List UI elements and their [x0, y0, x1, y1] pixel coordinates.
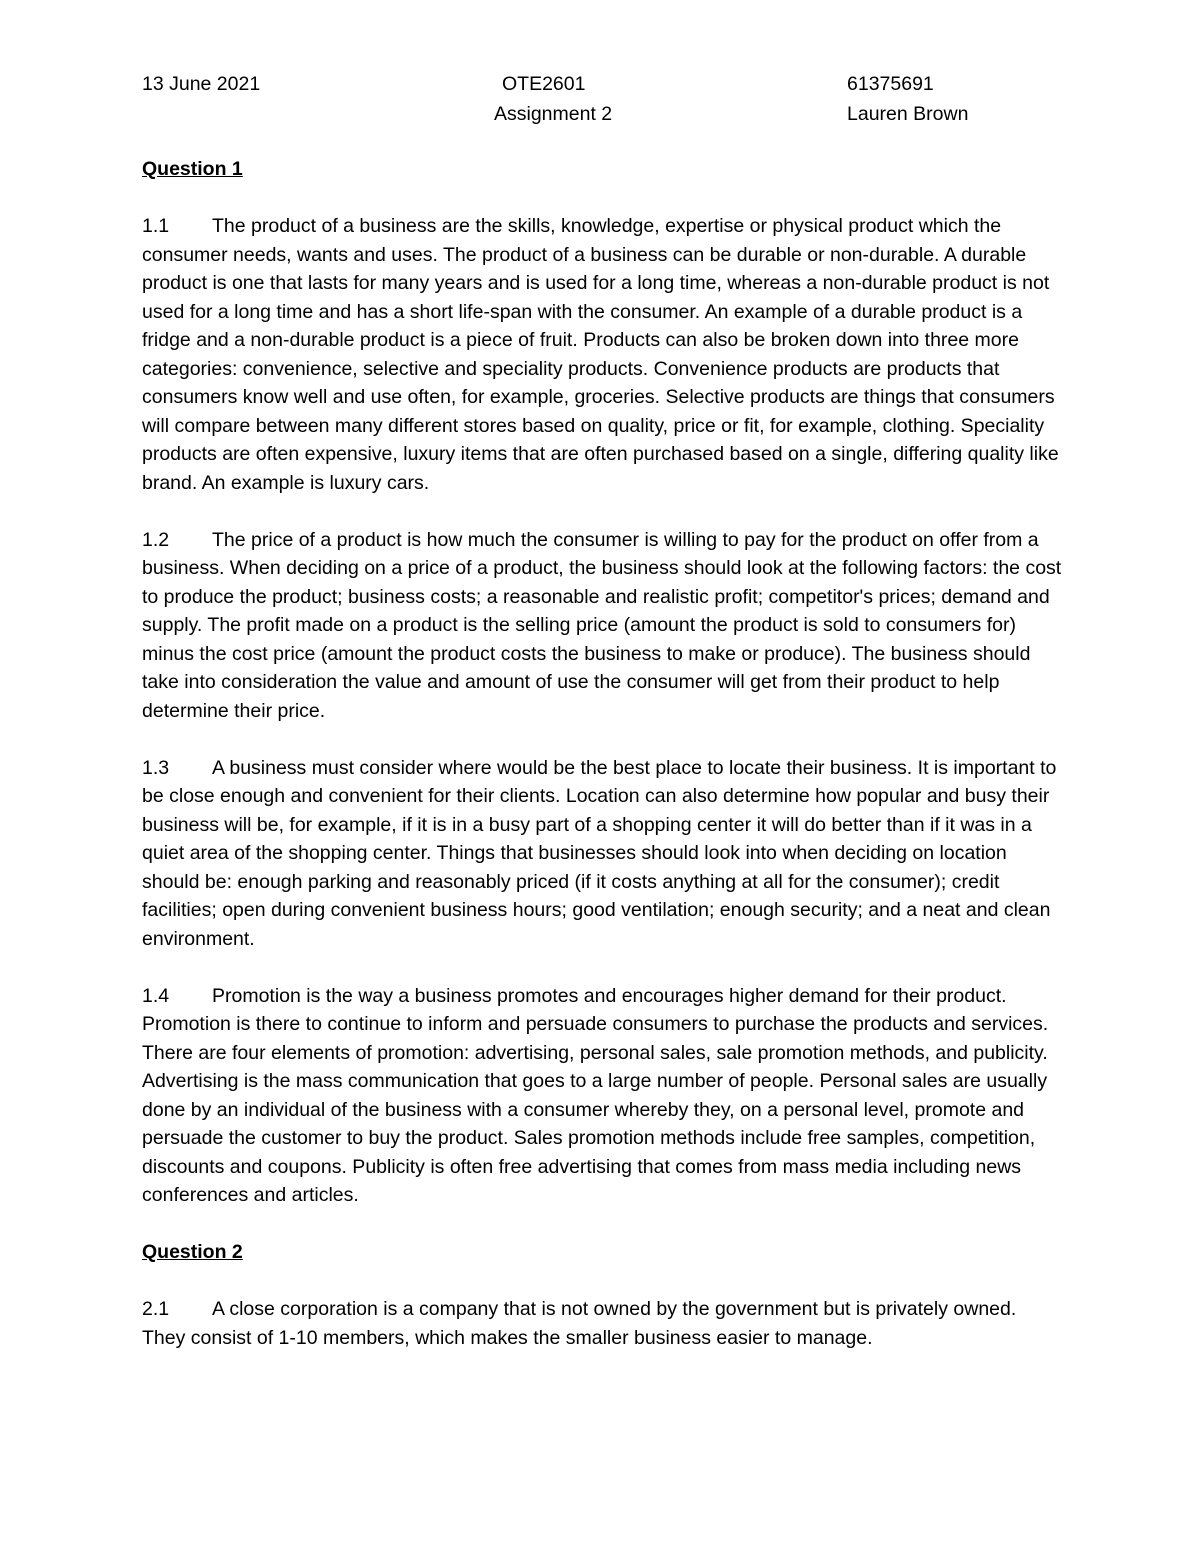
- answer-text: A close corporation is a company that is not owned by the government but is privately owned. They consist of 1-10 members, which makes the smaller business easier to manage.: [142, 1298, 1017, 1349]
- answer-number: 1.3: [142, 756, 170, 779]
- header-center: [494, 69, 612, 129]
- answer-1-2: [142, 526, 1062, 726]
- document-header: [142, 66, 1062, 130]
- student-name: Lauren Brown: [847, 103, 969, 125]
- answer-number: 1.2: [142, 528, 170, 551]
- header-left: [142, 69, 260, 99]
- document-page: [142, 66, 1062, 1352]
- answer-text: The price of a product is how much the consumer is willing to pay for the product on offer from a business. When deciding on a price of a product, the business should look at the following factors: the cost to produce the product; business costs; a reasonable and realistic profit; competitor's prices; demand and supply. The profit made on a product is the selling price (amount the product is sold to consumers for) minus the cost price (amount the product costs the business to make or produce). The business should take into consideration the value and amount of use the consumer will get from their product to help determine their price.: [142, 528, 1062, 722]
- student-number: 61375691: [847, 73, 934, 95]
- answer-number: 2.1: [142, 1298, 170, 1320]
- question-1-heading: Question 1: [142, 158, 243, 180]
- answer-text: A business must consider where would be the best place to locate their business. It is important to be close enough and convenient for their clients. Location can also determine how popular and busy their business will be, for example, if it is in a busy part of a shopping center it will do better than if it was in a quiet area of the shopping center. Things that businesses should look into when deciding on location should be: enough parking and reasonably priced (if it costs anything at all for the consumer); credit facilities; open during convenient business hours; good ventilation; enough security; and a neat and clean environment.: [142, 756, 1057, 950]
- answer-number: 1.1: [142, 215, 170, 237]
- question-2-heading: Question 2: [142, 1241, 243, 1263]
- answer-1-1: [142, 212, 1062, 497]
- answer-text: The product of a business are the skills, knowledge, expertise or physical product which the consumer needs, wants and uses. The product of a business can be durable or non-durable. A durable product is one that lasts for many years and is used for a long time, whereas a non-durable product is not used for a long time and has a short life-span with the consumer. An example of a durable product is a fridge and a non-durable product is a piece of fruit. Products can also be broken down into three more categories: convenience, selective and speciality products. Convenience products are products that consumers know well and use often, for example, groceries. Selective products are things that consumers will compare between many different stores based on quality, price or fit, for example, clothing. Speciality products are often expensive, luxury items that are often purchased based on a single, differing quality like brand. An example is luxury cars.: [142, 215, 1059, 494]
- answer-number: 1.4: [142, 984, 170, 1007]
- answer-1-3: [142, 754, 1062, 954]
- assignment-title: Assignment 2: [494, 103, 613, 125]
- course-code: OTE2601: [502, 73, 586, 95]
- answer-2-1: [142, 1295, 1062, 1352]
- answer-text: Promotion is the way a business promotes and encourages higher demand for their product. Promotion is there to continue to inform and persuade consumers to purchase the products and services. There are four elements of promotion: advertising, personal sales, sale promotion methods, and publicity. Advertising is the mass communication that goes to a large number of people. Personal sales are usually done by an individual of the business with a consumer whereby they, on a personal level, promote and persuade the customer to buy the product. Sales promotion methods include free samples, competition, discounts and coupons. Publicity is often free advertising that comes from mass media including news conferences and articles.: [142, 984, 1049, 1206]
- answer-1-4: [142, 982, 1062, 1210]
- header-right: [847, 69, 968, 129]
- date: 13 June 2021: [142, 73, 261, 95]
